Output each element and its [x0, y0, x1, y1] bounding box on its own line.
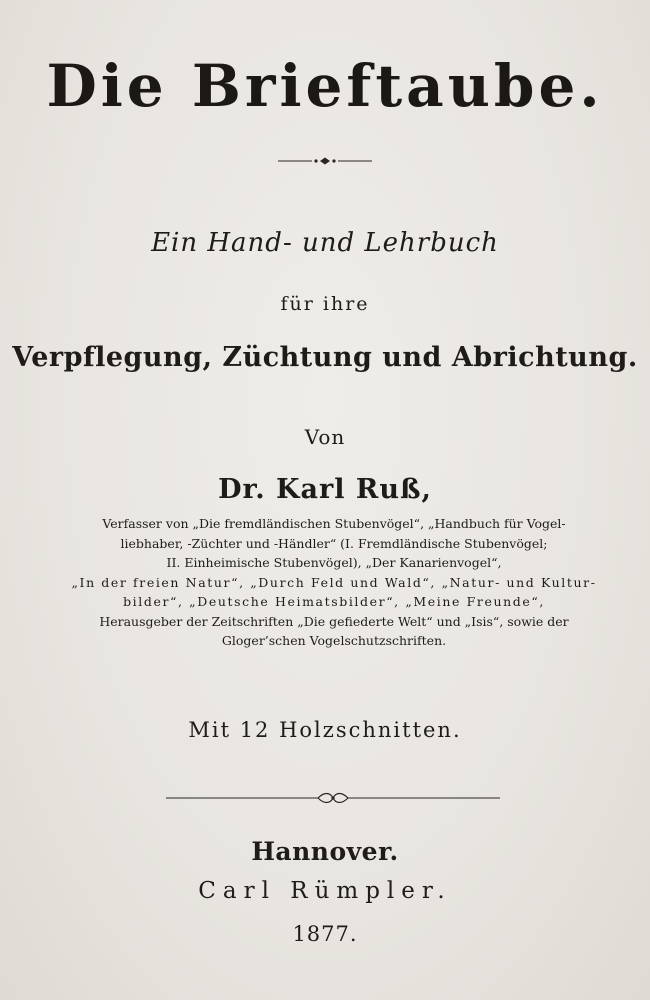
small-ornament-divider [0, 153, 650, 167]
subtitle-line-1: Ein Hand- und Lehrbuch [151, 228, 499, 258]
publication-year: 1877. [292, 922, 358, 946]
ornamental-rule [0, 789, 650, 807]
author-bio-line: II. Einheimische Stubenvögel), „Der Kanarienvogel“, [166, 555, 502, 570]
author-bio-line: liebhaber, -Züchter und -Händler“ (I. Fremdländische Stubenvögel; [120, 535, 548, 551]
publisher-name: Carl Rümpler. [198, 878, 452, 904]
author-bio-line: „In der freien Natur“, „Durch Feld und Wald“, „Natur- und Kultur- [71, 574, 597, 590]
author-bio-line: Herausgeber der Zeitschriften „Die gefiederte Welt“ und „Isis“, sowie der [99, 613, 569, 629]
small-ornament-icon [0, 154, 650, 168]
author-bio-line: bilder“, „Deutsche Heimatsbilder“, „Meine Freunde“, [123, 594, 545, 609]
author-bio-line: Gloger’schen Vogelschutzschriften. [221, 633, 447, 648]
subtitle-line-3: Verpflegung, Züchtung und Abrichtung. [12, 342, 638, 373]
ornamental-rule-icon [0, 789, 650, 807]
author-bio-line: Verfasser von „Die fremdländischen Stubenvögel“, „Handbuch für Vogel- [102, 516, 566, 531]
book-title: Die Brieftaube. [46, 52, 604, 120]
byline: Von [304, 425, 346, 449]
author-bio [58, 514, 610, 651]
subtitle-line-2: für ihre [280, 293, 370, 315]
author-name: Dr. Karl Ruß, [218, 474, 432, 505]
illustrations-note: Mit 12 Holzschnitten. [188, 718, 462, 742]
publication-city: Hannover. [251, 837, 399, 866]
